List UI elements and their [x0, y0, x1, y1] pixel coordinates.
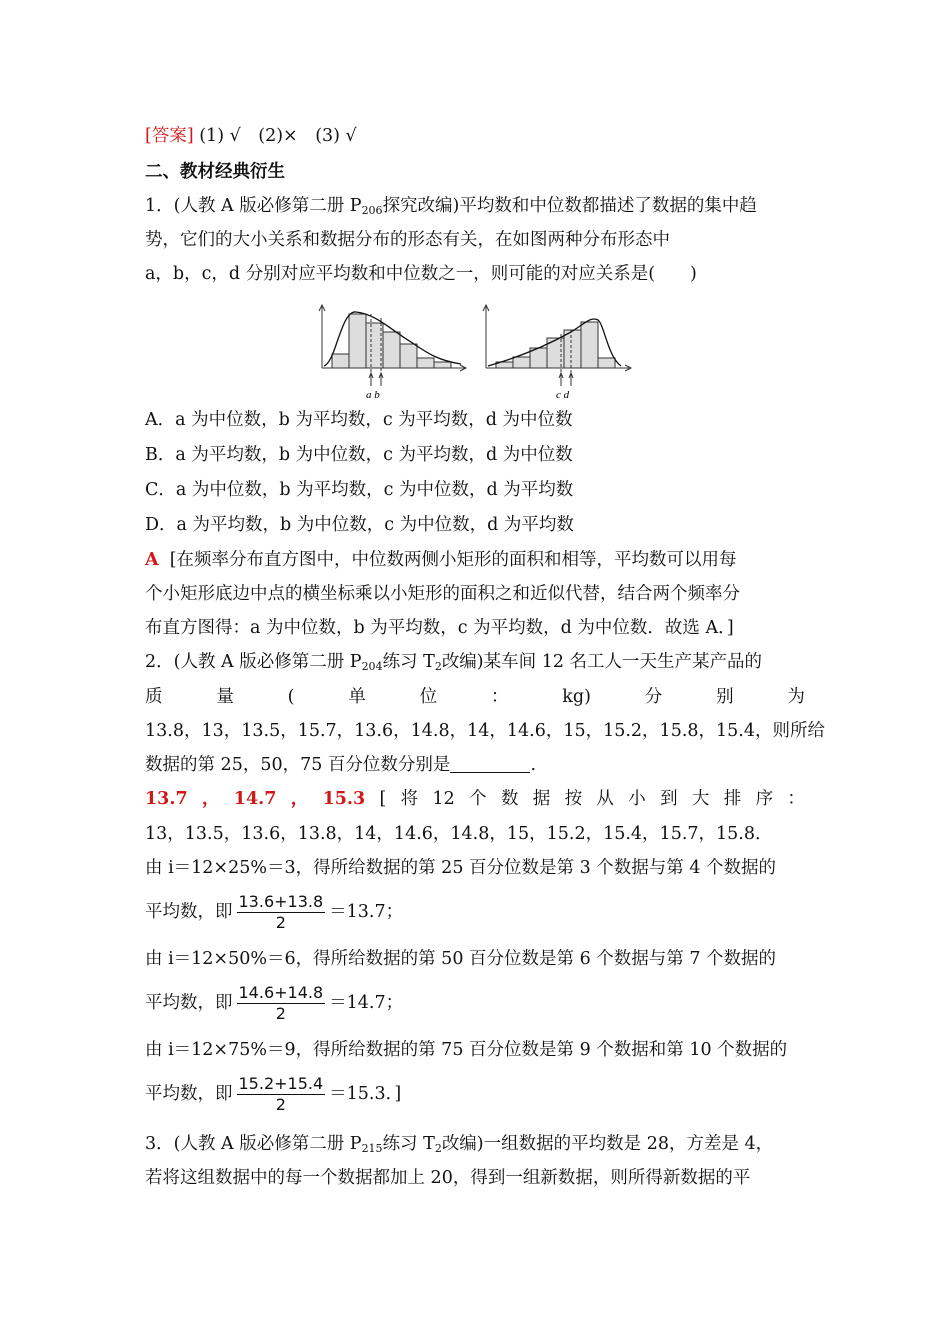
q1-option-a: A．a 为中位数，b 为平均数，c 为平均数，d 为中位数	[145, 410, 573, 430]
q1-explanation-1: A [在频率分布直方图中，中位数两侧小矩形的面积和相等，平均数可以用每	[145, 550, 737, 570]
q1-line-3: a，b，c，d 分别对应平均数和中位数之一，则可能的对应关系是( )	[145, 264, 697, 284]
q1-option-c: C．a 为中位数，b 为平均数，c 为中位数，d 为平均数	[145, 480, 574, 500]
answer-line	[145, 124, 357, 148]
q1-option-b: B．a 为平均数，b 为中位数，c 为平均数，d 为中位数	[145, 445, 573, 465]
right-bar-5	[564, 330, 581, 368]
answer-tag: [答案]	[145, 126, 194, 146]
q2-step3-formula: 平均数，即 $\frac{15.2+15.4}{2}$ ＝15.3．]	[145, 1074, 402, 1114]
label-cd: c d	[556, 389, 570, 401]
left-bar-3	[366, 323, 383, 368]
q1-explanation-2: 个小矩形底边中点的横坐标乘以小矩形的面积之和近似代替，结合两个频率分	[145, 584, 740, 604]
q3-line-1: 3．(人教 A 版必修第二册 $P_{215}$练习 $T_2$改编)一组数据的平均数是 28，方差是 4，	[145, 1134, 774, 1155]
q1-explanation-3: 布直方图得：a 为中位数，b 为平均数，c 为平均数，d 为中位数．故选 A．]	[145, 618, 734, 638]
left-bar-4	[383, 332, 400, 368]
q2-line-1: 2．(人教 A 版必修第二册 $P_{204}$练习 $T_2$改编)某车间 12 名工人一天生产某产品的	[145, 652, 763, 673]
answer-text: (1) √ (2)× (3) √	[199, 126, 357, 146]
left-bar-7	[434, 362, 451, 368]
fraction: $\frac{14.6+14.8}{2}$	[238, 983, 324, 1023]
q2-line-4: 数据的第 25，50，75 百分位数分别是 .	[145, 755, 537, 775]
q1-answer-letter: A	[145, 550, 159, 570]
q2-line-2: 质 量 ( 单 位 ： kg) 分 别 为	[145, 687, 805, 707]
answer-blank	[450, 754, 530, 773]
q1-line-2: 势，它们的大小关系和数据分布的形态有关，在如图两种分布形态中	[145, 230, 670, 250]
q2-answer-line: 13.7 ， 14.7 ， 15.3 [ 将 12 个 数 据 按 从 小 到 大 排 序 ：	[145, 789, 805, 809]
label-ab: a b	[366, 389, 380, 401]
q1-option-d: D．a 为平均数，b 为中位数，c 为中位数，d 为平均数	[145, 515, 574, 535]
fraction: $\frac{13.6+13.8}{2}$	[238, 892, 324, 932]
right-bar-6	[581, 322, 598, 368]
left-bar-6	[417, 358, 434, 368]
left-bar-2	[349, 314, 366, 368]
q2-step3-intro: 由 i＝12×75%＝9，得所给数据的第 75 百分位数是第 9 个数据和第 10 个数据的	[145, 1040, 788, 1060]
q2-line-3: 13.8，13，13.5，15.7，13.6，14.8，14，14.6，15，15.2，15.8，15.4，则所给	[145, 721, 825, 741]
right-bar-2	[513, 357, 530, 368]
q1-line-1: 1．(人教 A 版必修第二册 $P_{206}$探究改编)平均数和中位数都描述了数据的集中趋	[145, 196, 757, 217]
histogram-figure	[316, 302, 636, 406]
q2-step1-formula: 平均数，即 $\frac{13.6+13.8}{2}$ ＝13.7；	[145, 892, 404, 932]
q2-step1-intro: 由 i＝12×25%＝3，得所给数据的第 25 百分位数是第 3 个数据与第 4 个数据的	[145, 858, 777, 878]
two-histograms	[316, 302, 636, 402]
left-bar-5	[400, 344, 417, 368]
section-title: 二、教材经典衍生	[145, 162, 285, 182]
q2-sorted-line: 13，13.5，13.6，13.8，14，14.6，14.8，15，15.2，15.4，15.7，15.8．	[145, 824, 773, 844]
left-bar-1	[332, 354, 349, 368]
fraction: $\frac{15.2+15.4}{2}$	[238, 1074, 324, 1114]
right-bar-7	[598, 358, 615, 368]
q3-line-2: 若将这组数据中的每一个数据都加上 20，得到一组新数据，则所得新数据的平	[145, 1168, 751, 1188]
q2-step2-intro: 由 i＝12×50%＝6，得所给数据的第 50 百分位数是第 6 个数据与第 7 个数据的	[145, 949, 777, 969]
q2-step2-formula: 平均数，即 $\frac{14.6+14.8}{2}$ ＝14.7；	[145, 983, 404, 1023]
